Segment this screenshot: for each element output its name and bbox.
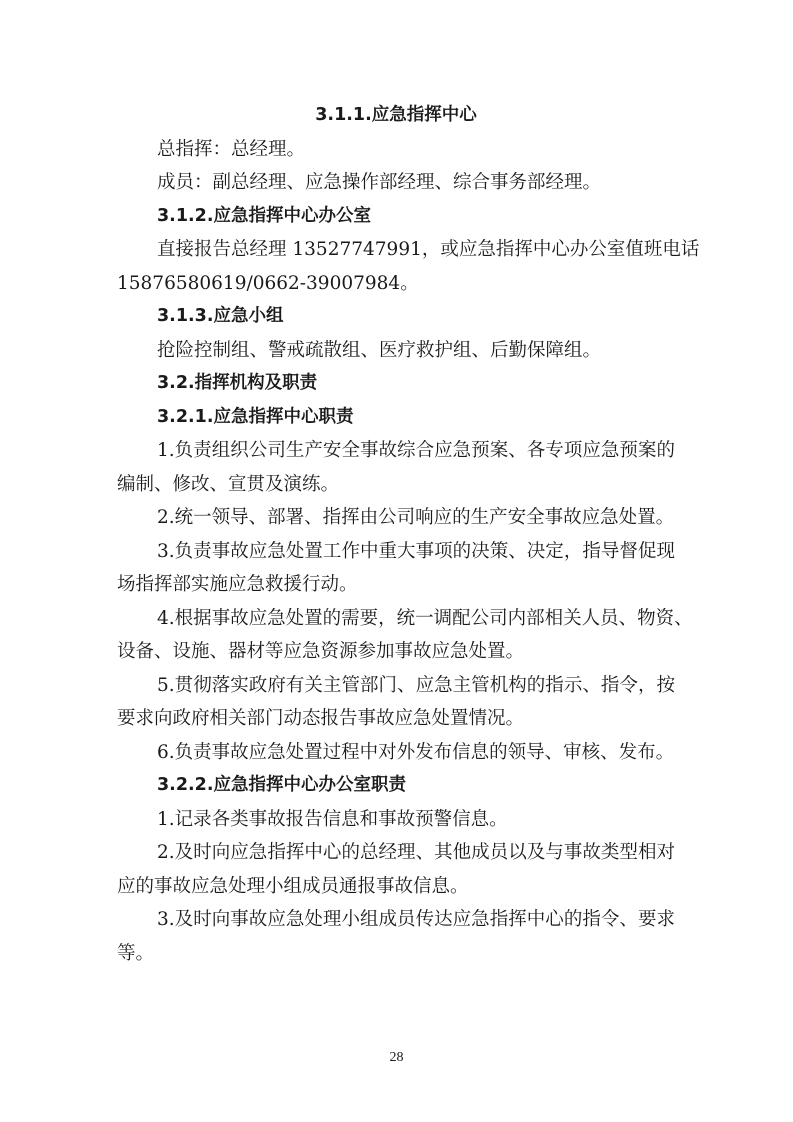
paragraph (117, 736, 675, 770)
document-body (117, 99, 700, 970)
paragraph (117, 803, 675, 837)
text-line: 3.1.3.应急小组 (157, 306, 284, 326)
paragraph (117, 836, 675, 903)
paragraph (117, 602, 693, 669)
text-line: 2.及时向应急指挥中心的总经理、其他成员以及与事故类型相对 (157, 842, 675, 863)
text-line: 抢险控制组、警戒疏散组、医疗救护组、后勤保障组。 (157, 339, 602, 361)
text-line: 6.负责事故应急处置过程中对外发布信息的领导、审核、发布。 (157, 741, 675, 763)
text-line: 3.1.1.应急指挥中心 (315, 105, 477, 125)
text-line: 编制、修改、宣贯及演练。 (117, 473, 340, 495)
paragraph (117, 334, 675, 368)
text-line: 场指挥部实施应急救援行动。 (117, 574, 358, 595)
paragraph (117, 434, 675, 501)
text-line: 3.1.2.应急指挥中心办公室 (157, 205, 371, 226)
paragraph (117, 233, 700, 300)
paragraph (117, 903, 675, 970)
text-line: 直接报告总经理 13527747991，或应急指挥中心办公室值班电话 (157, 239, 700, 260)
text-line: 3.2.2.应急指挥中心办公室职责 (157, 775, 406, 795)
text-line: 3.2.1.应急指挥中心职责 (157, 406, 354, 427)
paragraph (117, 501, 675, 535)
section-heading (117, 401, 675, 435)
text-line: 4.根据事故应急处置的需要，统一调配公司内部相关人员、物资、 (157, 607, 693, 629)
text-line: 3.2.指挥机构及职责 (157, 373, 318, 393)
section-heading (117, 99, 675, 133)
paragraph (117, 535, 675, 602)
page-number: 28 (389, 1050, 404, 1065)
paragraph (117, 669, 675, 736)
text-line: 2.统一领导、部署、指挥由公司响应的生产安全事故应急处置。 (157, 507, 675, 528)
section-heading (117, 200, 675, 234)
text-line: 要求向政府相关部门动态报告事故应急处置情况。 (117, 708, 525, 729)
text-line: 15876580619/0662-39007984。 (117, 272, 419, 294)
section-heading (117, 300, 675, 334)
text-line: 应的事故应急处理小组成员通报事故信息。 (117, 875, 469, 897)
text-line: 成员：副总经理、应急操作部经理、综合事务部经理。 (157, 172, 602, 193)
paragraph (117, 166, 675, 200)
section-heading (117, 367, 675, 401)
text-line: 5.贯彻落实政府有关主管部门、应急主管机构的指示、指令，按 (157, 674, 675, 696)
section-heading (117, 769, 675, 803)
text-line: 等。 (117, 942, 155, 964)
text-line: 1.负责组织公司生产安全事故综合应急预案、各专项应急预案的 (157, 440, 675, 461)
text-line: 3.及时向事故应急处理小组成员传达应急指挥中心的指令、要求 (157, 909, 675, 930)
paragraph (117, 133, 675, 167)
text-line: 总指挥：总经理。 (157, 138, 306, 160)
text-line: 3.负责事故应急处置工作中重大事项的决策、决定，指导督促现 (157, 540, 675, 562)
text-line: 1.记录各类事故报告信息和事故预警信息。 (157, 808, 508, 830)
text-line: 设备、设施、器材等应急资源参加事故应急处置。 (117, 641, 525, 662)
